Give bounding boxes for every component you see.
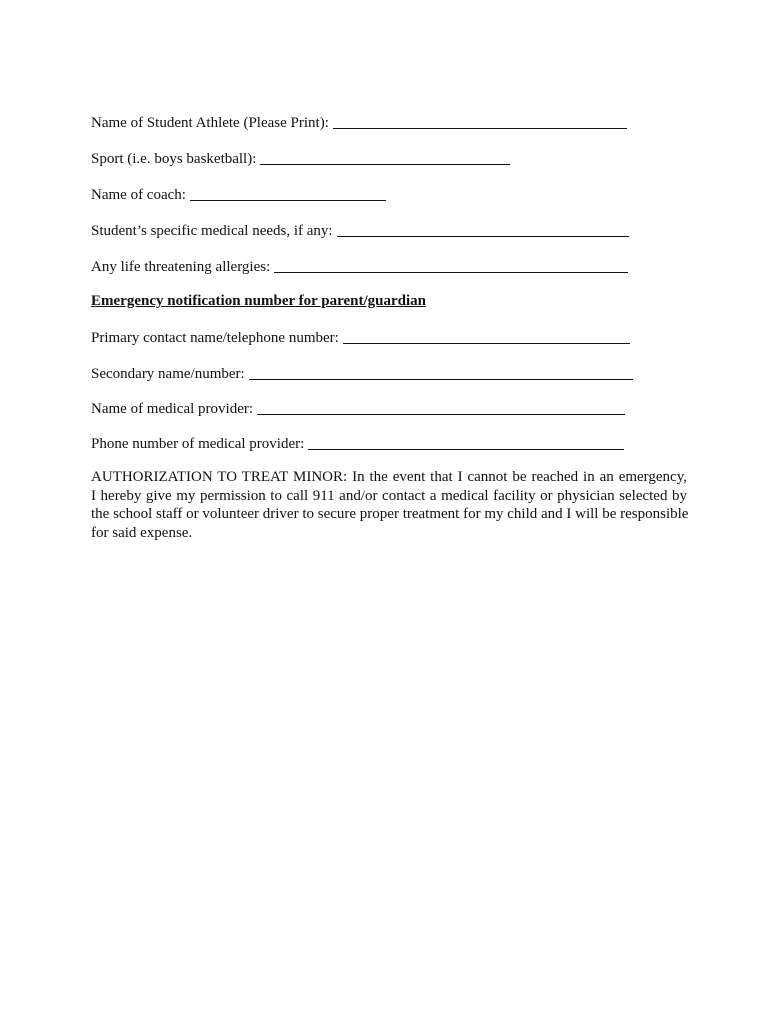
student-athlete-name-label: Name of Student Athlete (Please Print):: [91, 115, 329, 131]
primary-contact-label: Primary contact name/telephone number:: [91, 330, 339, 346]
authorization-line-4: for said expense.: [91, 524, 193, 541]
sport-field: [91, 148, 510, 168]
medical-needs-blank[interactable]: [337, 236, 629, 237]
authorization-line-2: I hereby give my permission to call 911 and/or contact a medical facility or physician selected by: [91, 487, 687, 504]
medical-needs-field: [91, 220, 629, 240]
coach-name-label: Name of coach:: [91, 187, 186, 203]
secondary-contact-blank[interactable]: [249, 379, 633, 380]
primary-contact-blank[interactable]: [343, 343, 630, 344]
primary-contact-field: [91, 327, 630, 347]
coach-name-field: [91, 184, 386, 204]
emergency-notification-heading: Emergency notification number for parent/guardian: [91, 293, 426, 309]
medical-provider-label: Name of medical provider:: [91, 401, 254, 417]
authorization-line-1: AUTHORIZATION TO TREAT MINOR: In the event that I cannot be reached in an emergency,: [91, 469, 687, 485]
authorization-paragraph: [91, 468, 687, 542]
medical-provider-phone-field: [91, 433, 624, 453]
medical-needs-label: Student’s specific medical needs, if any:: [91, 223, 333, 239]
secondary-contact-label: Secondary name/number:: [91, 366, 245, 382]
authorization-line-3: the school staff or volunteer driver to secure proper treatment for my child and I will be responsible: [91, 506, 689, 522]
medical-provider-field: [91, 398, 625, 418]
sport-blank[interactable]: [260, 164, 510, 165]
secondary-contact-field: [91, 363, 633, 383]
allergies-field: [91, 256, 628, 276]
medical-provider-blank[interactable]: [257, 414, 625, 415]
medical-provider-phone-label: Phone number of medical provider:: [91, 436, 305, 452]
student-athlete-name-field: [91, 112, 627, 132]
sport-label: Sport (i.e. boys basketball):: [91, 151, 257, 167]
allergies-blank[interactable]: [274, 272, 628, 273]
medical-provider-phone-blank[interactable]: [308, 449, 624, 450]
coach-name-blank[interactable]: [190, 200, 386, 201]
allergies-label: Any life threatening allergies:: [91, 259, 271, 275]
student-athlete-name-blank[interactable]: [333, 128, 627, 129]
